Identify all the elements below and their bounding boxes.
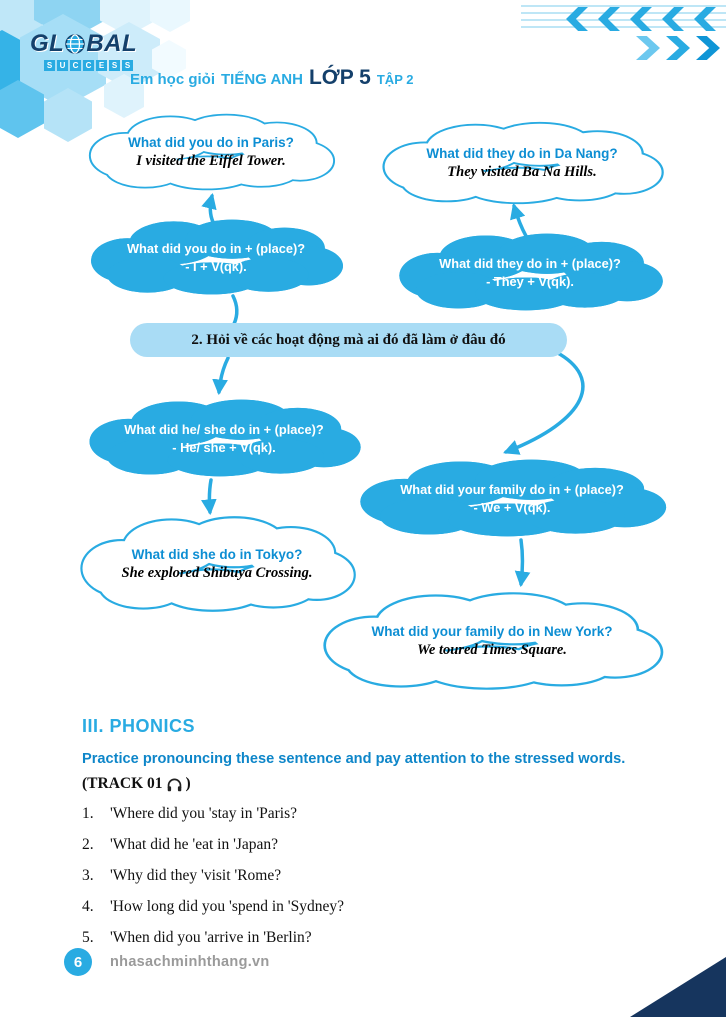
- cloud-example-newyork: [318, 590, 666, 692]
- series-subject: TIẾNG ANH: [221, 71, 303, 88]
- answer-text: They visited Ba Na Hills.: [447, 163, 597, 180]
- item-number: 1.: [82, 805, 94, 822]
- track-close: ): [185, 775, 191, 792]
- logo-success-label: S U C C E S S: [44, 60, 170, 71]
- book-title: [130, 66, 413, 90]
- question-text: What did your family do in New York?: [371, 623, 613, 639]
- phonics-item: [82, 836, 648, 854]
- logo-wordmark: [30, 30, 170, 58]
- item-text: 'When did you 'arrive in 'Berlin?: [110, 929, 312, 946]
- cloud-text: [393, 230, 667, 314]
- hexagon: [150, 0, 190, 32]
- chevron-row: [636, 36, 720, 60]
- question-text: What did they do in Da Nang?: [426, 145, 618, 161]
- phonics-list: [82, 805, 648, 947]
- global-success-logo: [30, 30, 170, 71]
- phonics-item: [82, 929, 648, 947]
- chevron-right-icon: [636, 36, 660, 60]
- cloud-text: [85, 216, 347, 298]
- question-text: What did you do in Paris?: [128, 134, 294, 150]
- item-text: 'Why did they 'visit 'Rome?: [110, 867, 282, 884]
- phonics-instruction: Practice pronouncing these sentence and pay attention to the stressed words.: [82, 751, 626, 767]
- phonics-heading: III. PHONICS: [82, 716, 196, 736]
- pattern-line: What did your family do in + (place)?: [400, 481, 624, 497]
- section-banner-text: 2. Hỏi về các hoạt động mà ai đó đã làm ở đâu đó: [191, 331, 506, 348]
- cloud-text: [85, 112, 337, 192]
- item-text: 'How long did you 'spend in 'Sydney?: [110, 898, 344, 915]
- pattern-line: What did you do in + (place)?: [126, 240, 306, 256]
- track-label: (TRACK 01: [82, 775, 163, 792]
- pattern-line: - He/ she + V(qk).: [172, 439, 276, 455]
- chevron-left-icon: [694, 7, 716, 31]
- answer-text: She explored Shibuya Crossing.: [121, 564, 313, 581]
- cloud-example-tokyo: [76, 514, 358, 614]
- item-text: 'Where did you 'stay in 'Paris?: [110, 805, 298, 822]
- cloud-pattern-family: [353, 456, 671, 540]
- cloud-pattern-heshe: [83, 396, 365, 480]
- headphones-icon: [166, 776, 183, 793]
- grade-label: LỚP 5: [308, 66, 371, 89]
- pattern-line: What did he/ she do in + (place)?: [124, 421, 324, 437]
- page-number-badge: 6: [64, 948, 92, 976]
- cloud-pattern-you: [85, 216, 347, 298]
- item-text: 'What did he 'eat in 'Japan?: [110, 836, 279, 853]
- phonics-item: [82, 805, 648, 823]
- logo-text-bal: BAL: [86, 30, 138, 57]
- cloud-text: [76, 514, 358, 614]
- series-title: Em học giỏi: [130, 71, 216, 88]
- question-text: What did she do in Tokyo?: [131, 546, 303, 562]
- phonics-item: [82, 867, 648, 885]
- logo-text-gl: GL: [30, 30, 65, 57]
- cloud-text: [318, 590, 666, 692]
- cloud-text: [378, 120, 666, 206]
- section-banner: [130, 323, 567, 357]
- item-number: 5.: [82, 929, 94, 946]
- item-number: 2.: [82, 836, 94, 853]
- website-label: nhasachminhthang.vn: [110, 954, 270, 970]
- pattern-line: - We + V(qk).: [473, 499, 551, 515]
- chevron-right-icon: [696, 36, 720, 60]
- phonics-section: [82, 716, 648, 960]
- volume-label: TẬP 2: [376, 72, 414, 87]
- pattern-line: - I + V(qk).: [185, 258, 247, 274]
- pattern-line: - They + V(qk).: [486, 273, 574, 289]
- page-footer: [64, 948, 270, 976]
- item-number: 3.: [82, 867, 94, 884]
- chevron-band: [521, 5, 726, 33]
- cloud-text: [353, 456, 671, 540]
- answer-text: We toured Times Square.: [417, 641, 567, 658]
- chevron-left-icon: [662, 7, 684, 31]
- chevron-left-icon: [566, 7, 588, 31]
- pattern-line: What did they do in + (place)?: [439, 255, 621, 271]
- cloud-pattern-they: [393, 230, 667, 314]
- corner-triangle: [630, 957, 726, 1017]
- phonics-item: [82, 898, 648, 916]
- track-line: [82, 775, 648, 793]
- item-number: 4.: [82, 898, 94, 915]
- cloud-example-danang: [378, 120, 666, 206]
- globe-icon: [65, 34, 85, 54]
- answer-text: I visited the Eiffel Tower.: [136, 152, 286, 169]
- cloud-text: [83, 396, 365, 480]
- cloud-example-paris: [85, 112, 337, 192]
- chevron-left-icon: [598, 7, 620, 31]
- chevron-right-icon: [666, 36, 690, 60]
- chevron-left-icon: [630, 7, 652, 31]
